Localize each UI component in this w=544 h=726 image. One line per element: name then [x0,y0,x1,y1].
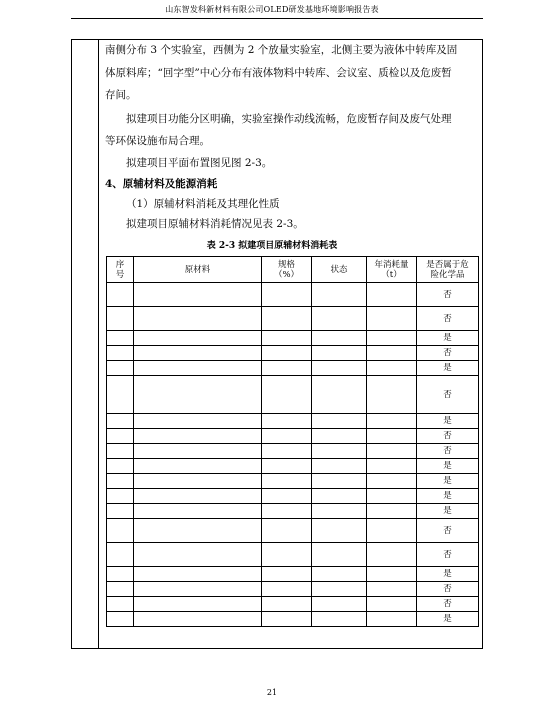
cell-material [134,361,262,376]
header-seq-line-1: 序 [115,259,125,270]
header-annual-line-1: 年消耗量 [374,259,409,270]
header-annual-consumption [367,257,417,283]
paragraph-figure-ref: 拟建项目平面布置图见图 2-3。 [126,157,273,169]
cell-material [134,489,262,504]
cell-spec [262,429,312,444]
cell-hazardous: 否 [417,597,479,612]
table-row [107,346,479,361]
table-row [107,504,479,519]
table-row [107,283,479,307]
cell-state [312,597,367,612]
cell-annual-consumption [367,331,417,346]
header-hazardous [417,257,479,283]
cell-material [134,414,262,429]
cell-seq [107,361,134,376]
cell-annual-consumption [367,444,417,459]
paragraph-layout-line-2: 体原料库；“回字型”中心分布有液体物料中转库、会议室、质检以及危废暂 [105,67,452,79]
table-caption: 表 2-3 拟建项目原辅材料消耗表 [206,241,338,251]
table-row [107,543,479,567]
header-spec-line-1: 规格 [277,259,295,270]
cell-hazardous: 否 [417,346,479,361]
cell-material [134,582,262,597]
cell-material [134,444,262,459]
header-seq [107,257,134,283]
table-row [107,414,479,429]
cell-annual-consumption [367,582,417,597]
paragraph-layout-line-1: 南侧分布 3 个实验室，西侧为 2 个放量实验室，北侧主要为液体中转库及固 [105,44,458,56]
frame-bottom-rule [71,648,483,649]
cell-hazardous: 是 [417,361,479,376]
cell-spec [262,331,312,346]
cell-state [312,474,367,489]
cell-state [312,414,367,429]
cell-material [134,459,262,474]
cell-material [134,597,262,612]
paragraph-layout-line-3: 存间。 [105,89,137,101]
table-row [107,331,479,346]
cell-seq [107,307,134,331]
cell-state [312,612,367,627]
cell-hazardous: 是 [417,504,479,519]
cell-spec [262,582,312,597]
cell-annual-consumption [367,597,417,612]
header-seq-line-2: 号 [115,269,125,280]
cell-hazardous: 是 [417,414,479,429]
cell-material [134,346,262,361]
cell-hazardous: 是 [417,459,479,474]
cell-hazardous: 否 [417,444,479,459]
cell-spec [262,612,312,627]
cell-annual-consumption [367,429,417,444]
cell-seq [107,543,134,567]
cell-annual-consumption [367,283,417,307]
cell-state [312,489,367,504]
cell-hazardous: 否 [417,307,479,331]
cell-spec [262,307,312,331]
cell-spec [262,597,312,612]
table-row [107,489,479,504]
cell-state [312,429,367,444]
cell-material [134,519,262,543]
cell-annual-consumption [367,567,417,582]
cell-seq [107,376,134,414]
cell-seq [107,612,134,627]
cell-spec [262,283,312,307]
cell-hazardous: 否 [417,283,479,307]
cell-seq [107,331,134,346]
page-header: 山东智发科新材料有限公司OLED研发基地环境影响报告表 [165,5,379,14]
cell-annual-consumption [367,459,417,474]
cell-state [312,307,367,331]
cell-material [134,474,262,489]
cell-hazardous: 是 [417,331,479,346]
cell-seq [107,597,134,612]
cell-state [312,567,367,582]
cell-annual-consumption [367,307,417,331]
table-row [107,376,479,414]
table-row [107,459,479,474]
cell-state [312,283,367,307]
cell-annual-consumption [367,474,417,489]
table-row [107,429,479,444]
table-row [107,597,479,612]
cell-spec [262,504,312,519]
table-body [107,283,479,627]
cell-seq [107,474,134,489]
cell-state [312,331,367,346]
header-material: 原材料 [134,257,262,283]
cell-material [134,429,262,444]
page-number: 21 [266,688,278,697]
cell-hazardous: 否 [417,376,479,414]
cell-material [134,612,262,627]
table-row [107,582,479,597]
cell-state [312,543,367,567]
cell-seq [107,567,134,582]
cell-material [134,543,262,567]
cell-seq [107,582,134,597]
cell-seq [107,489,134,504]
header-spec [262,257,312,283]
cell-seq [107,519,134,543]
cell-hazardous: 是 [417,489,479,504]
cell-hazardous: 是 [417,474,479,489]
cell-annual-consumption [367,376,417,414]
table-row [107,612,479,627]
cell-hazardous: 否 [417,429,479,444]
cell-annual-consumption [367,543,417,567]
cell-spec [262,414,312,429]
cell-seq [107,414,134,429]
cell-material [134,567,262,582]
cell-hazardous: 否 [417,582,479,597]
table-row [107,474,479,489]
paragraph-zoning-line-2: 等环保设施布局合理。 [105,135,210,147]
cell-annual-consumption [367,612,417,627]
cell-seq [107,283,134,307]
cell-material [134,283,262,307]
cell-annual-consumption [367,361,417,376]
cell-spec [262,346,312,361]
table-row [107,519,479,543]
subheading: （1）原辅材料消耗及其理化性质 [126,198,280,210]
cell-spec [262,444,312,459]
cell-annual-consumption [367,489,417,504]
table-row [107,567,479,582]
cell-material [134,504,262,519]
cell-spec [262,376,312,414]
cell-spec [262,489,312,504]
cell-annual-consumption [367,519,417,543]
cell-hazardous: 是 [417,612,479,627]
header-hazardous-line-1: 是否属于危 [426,259,469,270]
paragraph-table-ref: 拟建项目原辅材料消耗情况见表 2-3。 [126,218,304,230]
cell-seq [107,429,134,444]
cell-hazardous: 否 [417,519,479,543]
cell-state [312,346,367,361]
cell-material [134,331,262,346]
cell-state [312,444,367,459]
table-row [107,361,479,376]
cell-state [312,459,367,474]
frame-column-divider [98,39,99,649]
cell-spec [262,567,312,582]
section-heading: 4、原辅材料及能源消耗 [105,178,218,190]
cell-annual-consumption [367,346,417,361]
cell-material [134,376,262,414]
cell-annual-consumption [367,414,417,429]
header-spec-line-2: （%） [273,269,300,280]
cell-hazardous: 否 [417,543,479,567]
table-header-row [107,257,479,283]
cell-spec [262,459,312,474]
cell-spec [262,519,312,543]
materials-table [106,256,479,627]
table-row [107,307,479,331]
table-row [107,444,479,459]
cell-state [312,582,367,597]
paragraph-zoning-line-1: 拟建项目功能分区明确，实验室操作动线流畅，危废暂存间及废气处理 [126,113,452,125]
cell-state [312,519,367,543]
cell-seq [107,444,134,459]
cell-seq [107,504,134,519]
cell-state [312,504,367,519]
header-rule [71,18,483,19]
header-hazardous-line-2: 险化学品 [430,269,465,280]
header-state: 状态 [312,257,367,283]
cell-spec [262,474,312,489]
cell-state [312,376,367,414]
header-annual-line-2: （t） [381,269,402,280]
cell-seq [107,346,134,361]
cell-spec [262,543,312,567]
cell-hazardous: 是 [417,567,479,582]
cell-seq [107,459,134,474]
cell-state [312,361,367,376]
cell-spec [262,361,312,376]
cell-material [134,307,262,331]
cell-annual-consumption [367,504,417,519]
